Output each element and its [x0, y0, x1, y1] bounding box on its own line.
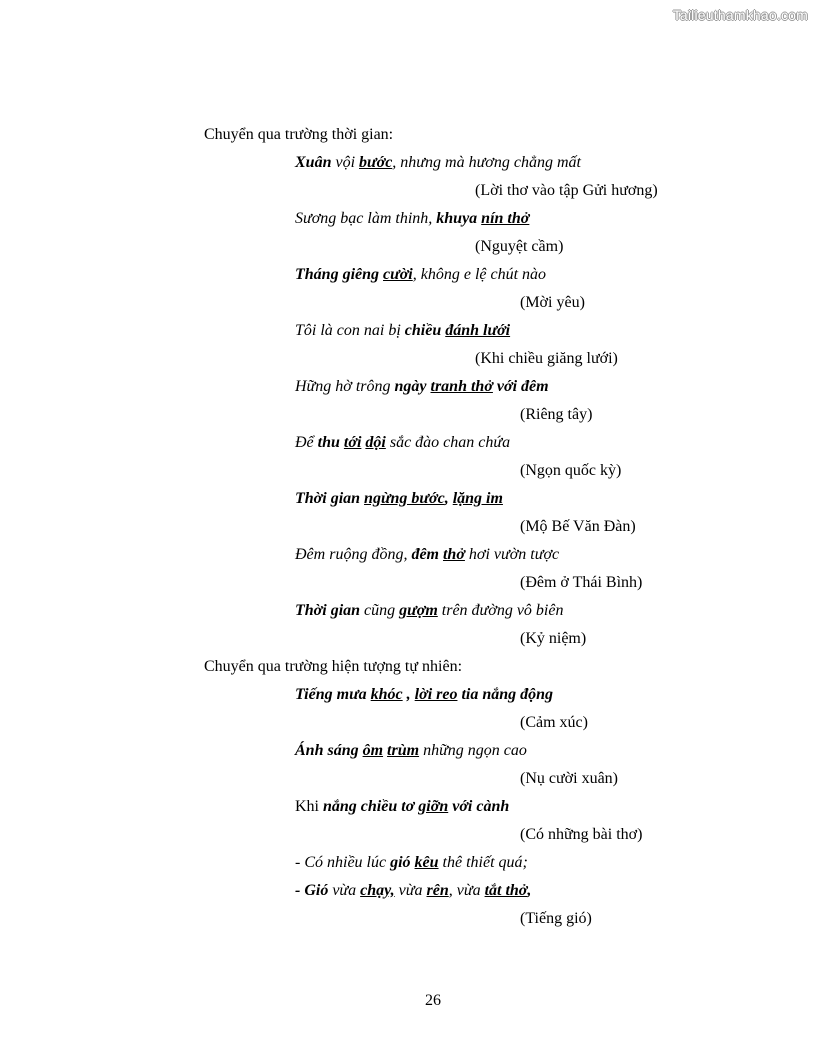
verse-line: Đêm ruộng đồng, đêm thở hơi vườn tược	[295, 546, 560, 563]
verse-source: (Cảm xúc)	[520, 714, 588, 731]
verse-source: (Kỷ niệm)	[520, 630, 587, 647]
watermark: Tailieuthamkhao.com	[672, 7, 808, 23]
verse-source: (Nụ cười xuân)	[520, 770, 618, 787]
verse-source: (Có những bài thơ)	[520, 826, 643, 843]
verse-source: (Khi chiều giăng lưới)	[475, 350, 618, 367]
verse-source: (Nguyệt cầm)	[475, 238, 564, 255]
verse-line: Tiếng mưa khóc , lời reo tia nắng động	[295, 686, 554, 703]
verse-source: (Mộ Bế Văn Đàn)	[520, 518, 636, 535]
verse-source: (Mời yêu)	[520, 294, 585, 311]
section-heading-nature: Chuyển qua trường hiện tượng tự nhiên:	[204, 658, 463, 675]
verse-source: (Riêng tây)	[520, 406, 593, 423]
verse-line: - Gió vừa chạy, vừa rên, vừa tắt thở,	[295, 882, 532, 899]
verse-line: Tôi là con nai bị chiều đánh lưới	[295, 322, 511, 339]
verse-source: (Tiếng gió)	[520, 910, 592, 927]
verse-line: Hững hờ trông ngày tranh thở với đêm	[295, 378, 549, 395]
verse-line: Khi nắng chiều tơ giỡn với cành	[295, 798, 510, 815]
verse-line: - Có nhiều lúc gió kêu thê thiết quá;	[295, 854, 528, 871]
verse-source: (Ngọn quốc kỳ)	[520, 462, 622, 479]
verse-line: Thời gian cũng gượm trên đường vô biên	[295, 602, 564, 619]
verse-line: Xuân vội bước, nhưng mà hương chẳng mất	[295, 154, 581, 171]
verse-line: Sương bạc làm thinh, khuya nín thở	[295, 210, 530, 227]
verse-line: Ánh sáng ôm trùm những ngọn cao	[295, 742, 527, 759]
verse-line: Tháng giêng cười, không e lệ chút nào	[295, 266, 547, 283]
verse-source: (Đêm ở Thái Bình)	[520, 574, 643, 591]
verse-line: Để thu tới dội sắc đào chan chứa	[295, 434, 511, 451]
page-number: 26	[425, 992, 441, 1009]
section-heading-time: Chuyển qua trường thời gian:	[204, 126, 394, 143]
verse-source: (Lời thơ vào tập Gửi hương)	[475, 182, 658, 199]
verse-line: Thời gian ngừng bước, lặng im	[295, 490, 503, 507]
